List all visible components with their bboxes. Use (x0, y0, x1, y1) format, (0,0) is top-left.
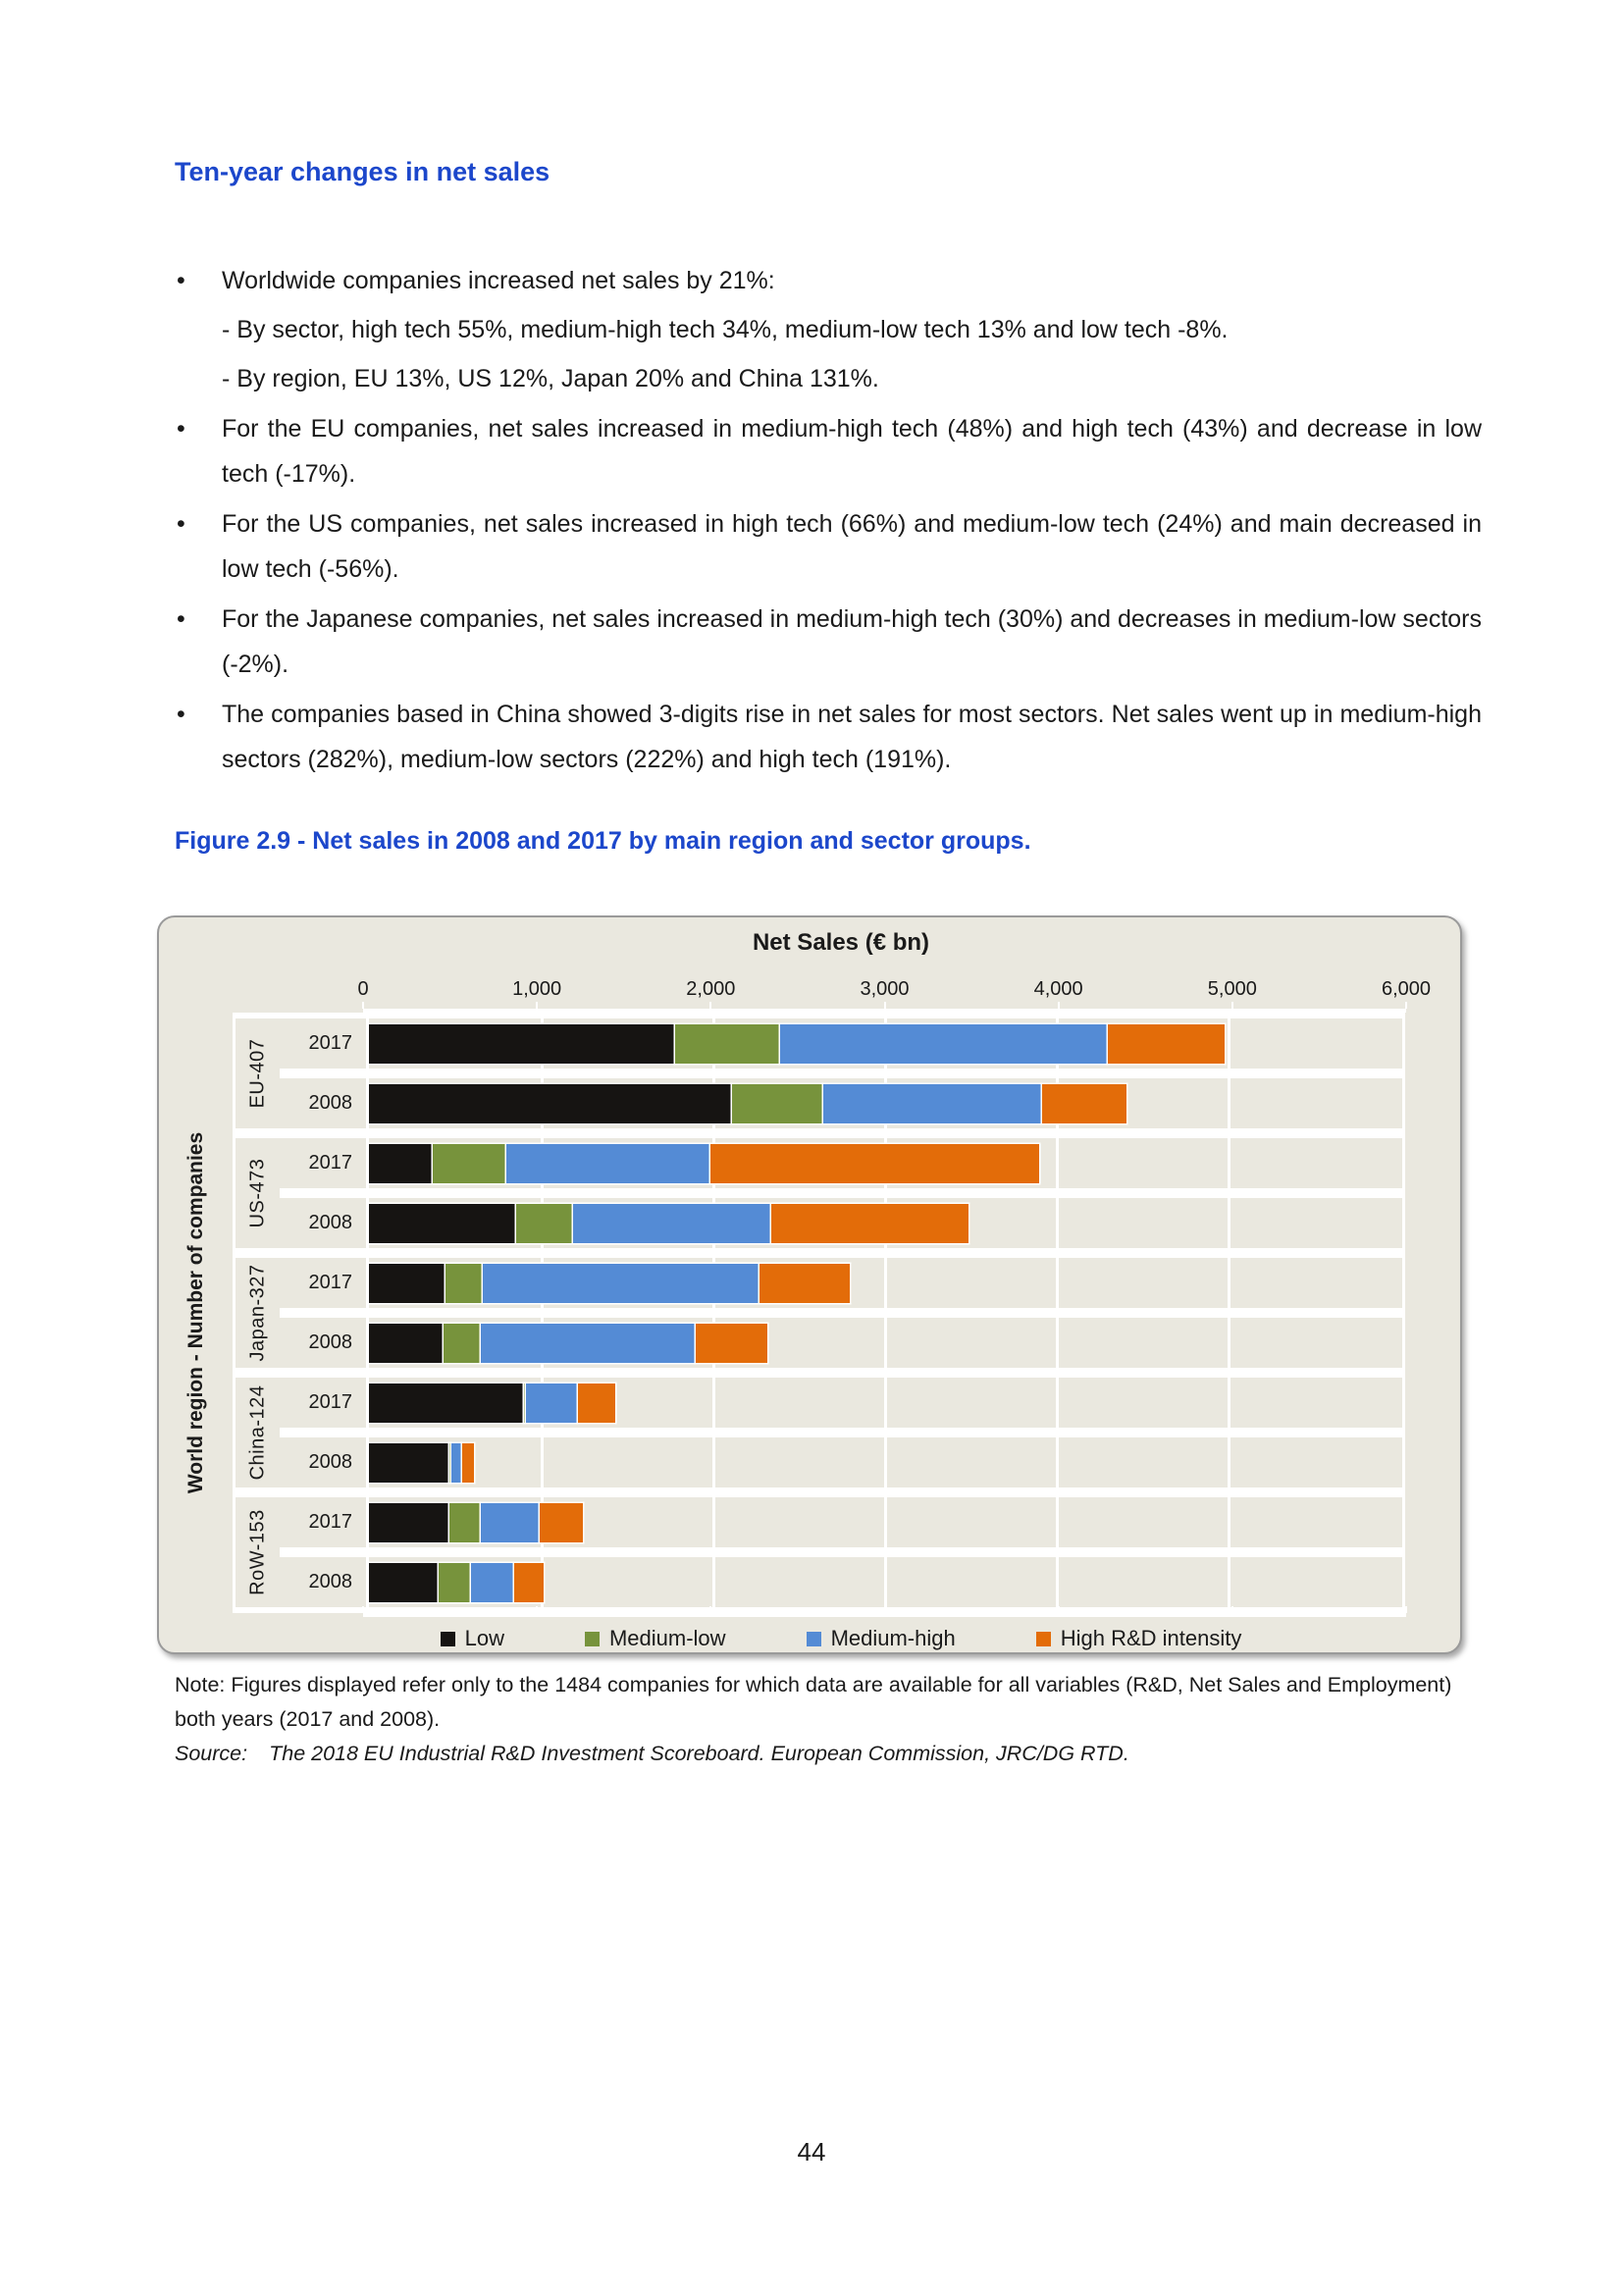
row-band (366, 1497, 1405, 1547)
stacked-bar (369, 1503, 1402, 1542)
legend-label: Medium-low (608, 1626, 726, 1650)
axis-tick-mark (1231, 1606, 1233, 1613)
bullet-text: Worldwide companies increased net sales by 21%: (222, 267, 775, 294)
region-label: China-124 (246, 1384, 268, 1481)
legend-item (585, 1626, 726, 1651)
axis-tick-mark (1405, 1002, 1407, 1009)
bar-segment-high-r-d-intensity (1042, 1084, 1126, 1123)
bullet-subline: - By sector, high tech 55%, medium-high tech 34%, medium-low tech 13% and low tech -8%. (222, 316, 1229, 343)
bar-segment-medium-high (483, 1264, 760, 1303)
row-band (366, 1198, 1405, 1248)
region-label-cell (236, 1497, 280, 1607)
chart-row (280, 1437, 1405, 1487)
bullet-text: For the US companies, net sales increased in high tech (66%) and medium-low tech (24%) and main decreased in low tech (-56%). (222, 510, 1482, 583)
bar-segment-low (369, 1563, 439, 1602)
region-label-cell (236, 1138, 280, 1248)
bar-segment-high-r-d-intensity (696, 1324, 768, 1363)
bar-segment-high-r-d-intensity (759, 1264, 850, 1303)
bullet-item (175, 258, 1482, 401)
figure-notes (175, 1668, 1494, 1771)
page-number: 44 (797, 2137, 826, 2166)
plot-area (159, 1013, 1460, 1613)
region-group (236, 1378, 1405, 1487)
year-label: 2008 (280, 1078, 366, 1128)
legend-item (1036, 1626, 1242, 1651)
bullet-content (222, 692, 1482, 782)
legend-swatch-icon (585, 1632, 600, 1646)
bullet-marker-icon: • (177, 267, 185, 294)
bar-segment-high-r-d-intensity (771, 1204, 969, 1243)
region-label: Japan-327 (246, 1264, 268, 1362)
region-label: US-473 (246, 1158, 268, 1228)
bar-segment-medium-high (481, 1324, 695, 1363)
axis-tick-mark (709, 1002, 711, 1009)
chart-panel (157, 915, 1462, 1654)
axis-tick-mark (536, 1002, 538, 1009)
x-axis-line-bottom (363, 1613, 1406, 1617)
axis-tick-mark (709, 1606, 711, 1613)
bullet-marker-icon: • (177, 701, 185, 728)
bar-segment-high-r-d-intensity (1108, 1024, 1225, 1064)
bullet-item (175, 597, 1482, 687)
stacked-bar (369, 1204, 1402, 1243)
bullet-marker-icon: • (177, 605, 185, 633)
bullet-list (175, 258, 1482, 787)
stacked-bar (369, 1443, 1402, 1483)
x-axis-tick-label: 2,000 (686, 978, 736, 1000)
bullet-content (222, 501, 1482, 592)
axis-tick-mark (362, 1606, 364, 1613)
region-rows (280, 1497, 1405, 1607)
bar-segment-low (369, 1324, 444, 1363)
axis-tick-mark (1058, 1606, 1060, 1613)
bullet-content (222, 597, 1482, 687)
bullet-marker-icon: • (177, 415, 185, 443)
x-axis-tick-label: 1,000 (512, 978, 562, 1000)
note-text: Note: Figures displayed refer only to the 1484 companies for which data are available for all variables (R&D, Net Sales and Employment) both years (2017 and 2008). (175, 1673, 1452, 1731)
region-group (236, 1258, 1405, 1368)
stacked-bar (369, 1084, 1402, 1123)
bar-segment-medium-high (506, 1144, 711, 1183)
region-group (236, 1018, 1405, 1128)
region-group (236, 1497, 1405, 1607)
chart-row (280, 1138, 1405, 1188)
region-label-cell (236, 1378, 280, 1487)
region-rows (280, 1018, 1405, 1128)
year-label: 2008 (280, 1198, 366, 1248)
row-band (366, 1318, 1405, 1368)
row-band (366, 1437, 1405, 1487)
legend-swatch-icon (441, 1632, 455, 1646)
bar-segment-medium-high (451, 1443, 462, 1483)
bar-groups (236, 1013, 1405, 1613)
row-band (366, 1078, 1405, 1128)
year-label: 2008 (280, 1437, 366, 1487)
source-label: Source: (175, 1742, 248, 1765)
chart-legend (277, 1617, 1405, 1654)
legend-item (441, 1626, 504, 1651)
chart-row (280, 1258, 1405, 1308)
axis-tick-mark (1231, 1002, 1233, 1009)
bar-segment-medium-high (823, 1084, 1042, 1123)
year-label: 2017 (280, 1018, 366, 1069)
year-label: 2017 (280, 1138, 366, 1188)
axis-tick-mark (1405, 1606, 1407, 1613)
bar-segment-medium-low (433, 1144, 506, 1183)
year-label: 2008 (280, 1318, 366, 1368)
bar-segment-low (369, 1503, 449, 1542)
section-heading: Ten-year changes in net sales (175, 157, 550, 186)
bullet-item (175, 501, 1482, 592)
bar-segment-medium-high (481, 1503, 540, 1542)
chart-row (280, 1497, 1405, 1547)
axis-tick-mark (362, 1002, 364, 1009)
y-axis-title: World region - Number of companies (183, 1131, 207, 1494)
bar-segment-high-r-d-intensity (514, 1563, 544, 1602)
bullet-text: For the Japanese companies, net sales increased in medium-high tech (30%) and decreases in medium-low sectors (-2%). (222, 605, 1482, 678)
bar-segment-low (369, 1383, 524, 1423)
region-group (236, 1138, 1405, 1248)
bullet-subline: - By region, EU 13%, US 12%, Japan 20% and China 131%. (222, 365, 879, 392)
bar-segment-low (369, 1084, 732, 1123)
stacked-bar (369, 1264, 1402, 1303)
bullet-text: The companies based in China showed 3-digits rise in net sales for most sectors. Net sales went up in medium-high sectors (282%), medium-low sectors (222%) and high tech (191%). (222, 701, 1482, 773)
bar-segment-high-r-d-intensity (710, 1144, 1038, 1183)
x-axis-tick-label: 0 (357, 978, 369, 1000)
stacked-bar (369, 1024, 1402, 1064)
bar-segment-medium-high (573, 1204, 771, 1243)
chart-row (280, 1378, 1405, 1428)
bar-segment-medium-high (780, 1024, 1107, 1064)
bar-segment-medium-high (471, 1563, 515, 1602)
x-axis-tick-label: 4,000 (1033, 978, 1083, 1000)
axis-tick-mark (884, 1002, 886, 1009)
region-label-cell (236, 1258, 280, 1368)
year-label: 2008 (280, 1557, 366, 1607)
axis-tick-mark (884, 1606, 886, 1613)
legend-swatch-icon (1036, 1632, 1051, 1646)
bar-segment-medium-low (732, 1084, 823, 1123)
row-band (366, 1258, 1405, 1308)
source-line (175, 1737, 1494, 1771)
bullet-item (175, 692, 1482, 782)
region-label: EU-407 (246, 1038, 268, 1109)
x-axis-line-top (363, 1009, 1406, 1013)
y-axis-title-column (159, 1013, 236, 1613)
plot-right-margin (1405, 1013, 1460, 1613)
bar-segment-medium-low (675, 1024, 780, 1064)
chart-row (280, 1557, 1405, 1607)
bar-segment-medium-low (444, 1324, 481, 1363)
chart-row (280, 1078, 1405, 1128)
x-axis-tick-label: 3,000 (860, 978, 910, 1000)
figure-caption: Figure 2.9 - Net sales in 2008 and 2017 by main region and sector groups. (175, 827, 1031, 855)
bar-segment-medium-low (445, 1264, 483, 1303)
region-label: RoW-153 (246, 1509, 268, 1595)
legend-swatch-icon (807, 1632, 821, 1646)
bar-segment-low (369, 1144, 433, 1183)
year-label: 2017 (280, 1497, 366, 1547)
row-band (366, 1557, 1405, 1607)
bar-segment-low (369, 1264, 445, 1303)
bar-segment-medium-high (526, 1383, 579, 1423)
stacked-bar (369, 1144, 1402, 1183)
axis-tick-mark (1058, 1002, 1060, 1009)
bar-segment-low (369, 1204, 516, 1243)
region-rows (280, 1378, 1405, 1487)
bullet-marker-icon: • (177, 510, 185, 538)
bar-segment-low (369, 1024, 675, 1064)
stacked-bar (369, 1324, 1402, 1363)
row-band (366, 1378, 1405, 1428)
bullet-content (222, 406, 1482, 496)
bar-segment-high-r-d-intensity (540, 1503, 583, 1542)
bar-segment-medium-low (449, 1503, 481, 1542)
region-label-cell (236, 1018, 280, 1128)
region-rows (280, 1138, 1405, 1248)
bar-segment-medium-low (439, 1563, 470, 1602)
region-rows (280, 1258, 1405, 1368)
stacked-bar (369, 1383, 1402, 1423)
bar-segment-low (369, 1443, 449, 1483)
bullet-text: For the EU companies, net sales increased in medium-high tech (48%) and high tech (43%) and decrease in low tech (-17%). (222, 415, 1482, 488)
bullet-content (222, 258, 1482, 401)
stacked-bar (369, 1563, 1402, 1602)
axis-tick-mark (536, 1606, 538, 1613)
legend-label: High R&D intensity (1060, 1626, 1242, 1650)
chart-row (280, 1198, 1405, 1248)
legend-label: Low (464, 1626, 504, 1650)
x-axis-tick-label: 6,000 (1381, 978, 1432, 1000)
chart-row (280, 1318, 1405, 1368)
chart-title: Net Sales (€ bn) (752, 929, 930, 956)
bar-segment-high-r-d-intensity (462, 1443, 474, 1483)
bullet-item (175, 406, 1482, 496)
bar-segment-high-r-d-intensity (578, 1383, 615, 1423)
x-axis-tick-label: 5,000 (1207, 978, 1257, 1000)
year-label: 2017 (280, 1378, 366, 1428)
chart-row (280, 1018, 1405, 1069)
legend-item (807, 1626, 956, 1651)
row-band (366, 1018, 1405, 1069)
legend-label: Medium-high (830, 1626, 956, 1650)
year-label: 2017 (280, 1258, 366, 1308)
row-band (366, 1138, 1405, 1188)
source-text: The 2018 EU Industrial R&D Investment Scoreboard. European Commission, JRC/DG RTD. (269, 1742, 1129, 1765)
bar-segment-medium-low (516, 1204, 573, 1243)
